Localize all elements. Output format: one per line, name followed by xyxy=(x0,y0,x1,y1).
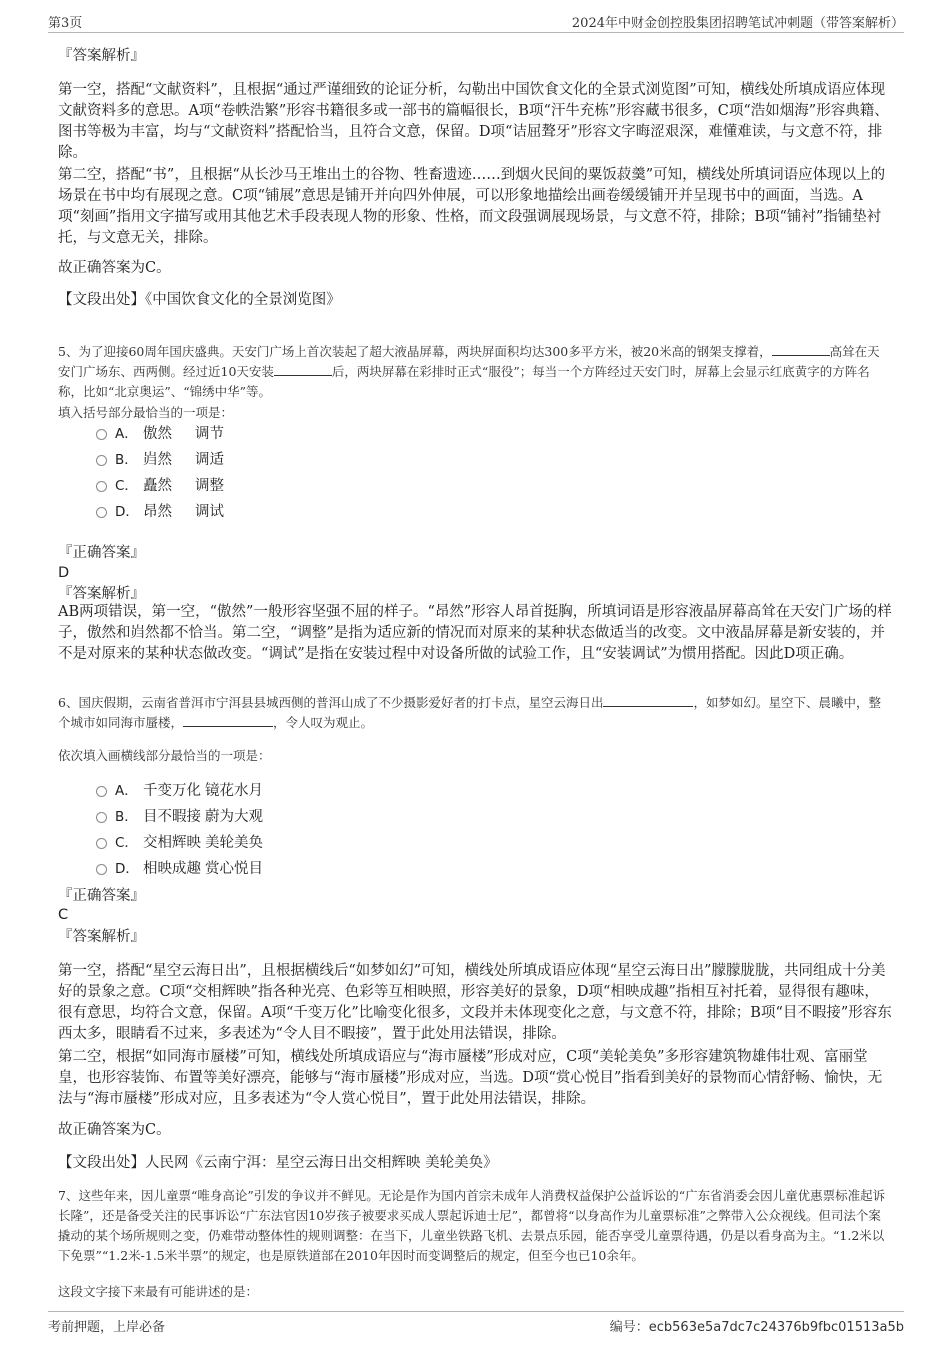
q6-option-b[interactable]: B． 目不暇接 蔚为大观 xyxy=(96,806,263,828)
radio-icon[interactable] xyxy=(96,429,107,440)
q6-answer-label: 『正确答案』 xyxy=(58,888,145,904)
radio-icon[interactable] xyxy=(96,455,107,466)
q5-analysis-label: 『答案解析』 xyxy=(58,586,145,602)
q6-question: 6、国庆假期，云南省普洱市宁洱县县城西侧的普洱山成了不少摄影爱好者的打卡点，星空云海日出 ，如梦如幻。星空下、晨曦中，整个城市如同海市蜃楼， ，令人叹为观止。 xyxy=(58,695,881,730)
q4-source: 【文段出处】《中国饮食文化的全景浏览图》 xyxy=(58,292,341,308)
q5-analysis: AB两项错误，第一空，“傲然”一般形容坚强不屈的样子。“昂然”形容人昂首挺胸，所填词语是形容液晶屏幕高耸在天安门广场的样子，傲然和岿然都不恰当。第二空，“调整”是指为适应新的情况而对原来的某种状态做适当的改变。文中液晶屏幕是新安装的，并不是对原来的某种状态做改变。“调试”是指在安装过程中对设备所做的试验工作，且“安装调试”为惯用搭配。因此D项正确。 xyxy=(58,604,892,662)
radio-icon[interactable] xyxy=(96,507,107,518)
radio-icon[interactable] xyxy=(96,786,107,797)
q5-answer-label: 『正确答案』 xyxy=(58,545,145,561)
q6-conclusion: 故正确答案为C。 xyxy=(58,1122,171,1138)
q4-conclusion: 故正确答案为C。 xyxy=(58,260,171,276)
q6-answer: C xyxy=(58,907,69,923)
radio-icon[interactable] xyxy=(96,838,107,849)
q6-option-a[interactable]: A． 千变万化 镜花水月 xyxy=(96,780,263,802)
q4-analysis-label: 『答案解析』 xyxy=(58,48,145,64)
document-title: 2024年中财金创控股集团招聘笔试冲刺题（带答案解析） xyxy=(571,16,904,31)
q6-analysis-p1: 第一空，搭配“星空云海日出”，且根据横线后“如梦如幻”可知，横线处所填成语应体现“星空云海日出”朦朦胧胧，共同组成十分美好的景象之意。C项“交相辉映”指各种光亮、色彩等互相映照，形容美好的景象，D项“相映成趣”指相互衬托着，显得很有趣味，很有意思，均符合文意，保留。A项“千变万化”比喻变化很多，文段并未体现变化之意，与文意不符，排除；B项“目不暇接”形容东西太多，眼睛看不过来，多表述为“令人目不暇接”，置于此处用法错误，排除。 xyxy=(58,963,892,1042)
q5-option-c[interactable]: C． 矗然 调整 xyxy=(96,475,224,497)
q6-analysis-label: 『答案解析』 xyxy=(58,929,145,945)
q6-blank-2 xyxy=(183,714,273,727)
q4-analysis-p2: 第二空，搭配“书”，且根据“从长沙马王堆出土的谷物、牲畜遗迹……到烟火民间的粟饭菽羹”可知，横线处所填词语应体现以上的场景在书中均有展现之意。C项“铺展”意思是铺开并向四外伸展，可以形象地描绘出画卷缓缓铺开并呈现书中的画面，当选。A项“刻画”指用文字描写或用其他艺术手段表现人物的形象、性格，而文段强调展现场景，与文意不符，排除；B项“铺衬”指铺垫衬托，与文意无关，排除。 xyxy=(58,167,886,246)
q5-option-b[interactable]: B． 岿然 调适 xyxy=(96,449,224,471)
document-code: ecb563e5a7dc7c24376b9fbc01513a5b xyxy=(648,1320,904,1335)
page-number: 第3页 xyxy=(48,16,83,31)
q6-source: 【文段出处】人民网《云南宁洱：星空云海日出交相辉映 美轮美奂》 xyxy=(58,1155,498,1171)
page-footer xyxy=(48,1311,904,1334)
q6-prompt: 依次填入画横线部分最恰当的一项是： xyxy=(58,748,271,763)
q6-option-c[interactable]: C． 交相辉映 美轮美奂 xyxy=(96,832,263,854)
q5-blank-1 xyxy=(772,343,830,356)
q6-option-d[interactable]: D． 相映成趣 赏心悦目 xyxy=(96,858,263,880)
q5-blank-2 xyxy=(274,363,332,376)
q5-answer: D xyxy=(58,565,70,581)
q5-option-d[interactable]: D． 昂然 调试 xyxy=(96,501,224,523)
radio-icon[interactable] xyxy=(96,812,107,823)
q6-analysis-p2: 第二空，根据“如同海市蜃楼”可知，横线处所填成语应与“海市蜃楼”形成对应，C项“美轮美奂”多形容建筑物雄伟壮观、富丽堂皇，也形容装饰、布置等美好漂亮，能够与“海市蜃楼”形成对应，当选。D项“赏心悦目”指看到美好的景物而心情舒畅、愉快，无法与“海市蜃楼”形成对应，且多表述为“令人赏心悦目”，置于此处用法错误，排除。 xyxy=(58,1049,883,1107)
q4-analysis-p1: 第一空，搭配“文献资料”，且根据“通过严谨细致的论证分析，勾勒出中国饮食文化的全景式浏览图”可知，横线处所填成语应体现文献资料多的意思。A项“卷帙浩繁”形容书籍很多或一部书的篇幅很长，B项“汗牛充栋”形容藏书很多，C项“浩如烟海”形容典籍、图书等极为丰富，均与“文献资料”搭配恰当，且符合文意，保留。D项“诘屈聱牙”形容文字晦涩艰深，难懂难读，与文意不符，排除。 xyxy=(58,82,889,161)
q7-prompt: 这段文字接下来最有可能讲述的是： xyxy=(58,1284,259,1299)
page-header xyxy=(48,12,904,33)
q7-question: 7、这些年来，因儿童票“唯身高论”引发的争议并不鲜见。无论是作为国内首宗未成年人消费权益保护公益诉讼的“广东省消委会因儿童优惠票标准起诉长隆”，还是备受关注的民事诉讼“广东法官因10岁孩子被要求买成人票起诉迪士尼”，都曾将“以身高作为儿童票标准”之弊带入公众视线。但司法个案撬动的某个场所规则之变，仍难带动整体性的规则调整：在当下，儿童坐铁路飞机、去景点乐园，能否享受儿童票待遇，仍是以看身高为主。“1.2米以下免票”“1.2米-1.5米半票”的规定，也是原铁道部在2010年因时而变调整后的规定，但至今也已10余年。 xyxy=(58,1188,886,1263)
q5-prompt: 填入括号部分最恰当的一项是： xyxy=(58,405,234,420)
footer-slogan: 考前押题，上岸必备 xyxy=(48,1320,166,1335)
q5-question: 5、为了迎接60周年国庆盛典。天安门广场上首次装起了超大液晶屏幕，两块屏面积均达300多平方米，被20米高的钢架支撑着， 高耸在天安门广场东、西两侧。经过近10天安装 后，两块屏幕在彩排时正式“服役”；每当一个方阵经过天安门时，屏幕上会显示红底黄字的方阵名称，比如“北京奥运”、“锦绣中华”等。 xyxy=(58,344,880,399)
radio-icon[interactable] xyxy=(96,481,107,492)
footer-id: 编号：ecb563e5a7dc7c24376b9fbc01513a5b xyxy=(609,1320,904,1335)
q5-option-a[interactable]: A． 傲然 调节 xyxy=(96,423,224,445)
radio-icon[interactable] xyxy=(96,864,107,875)
q6-blank-1 xyxy=(603,694,693,707)
